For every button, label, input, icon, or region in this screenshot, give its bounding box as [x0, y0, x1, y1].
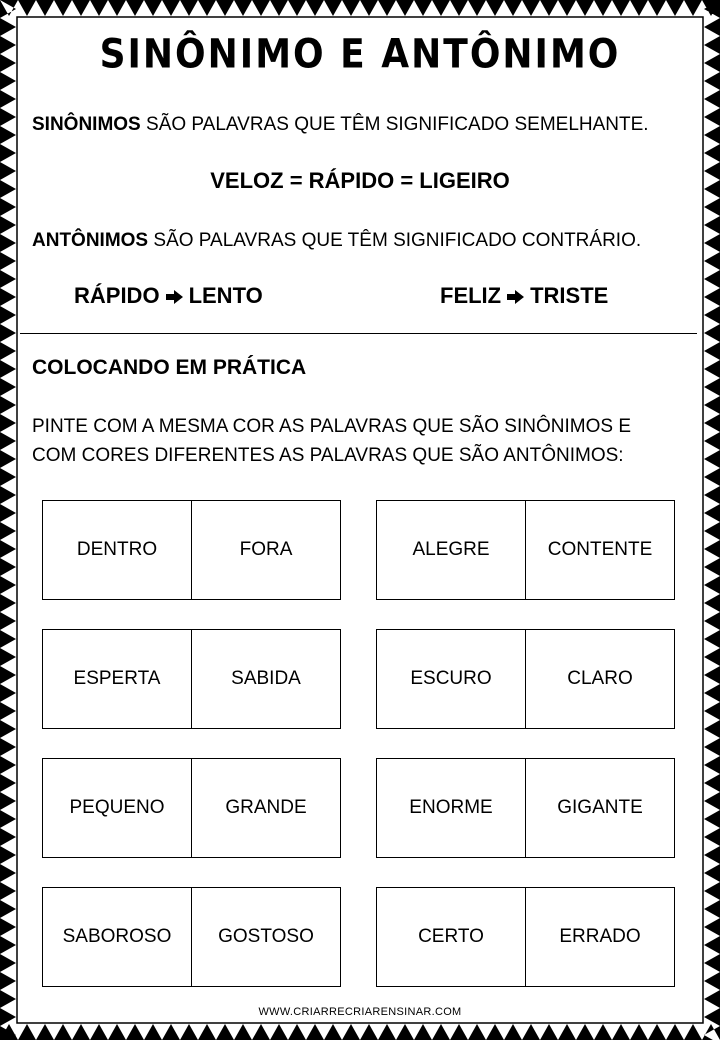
word-cell[interactable]: FORA: [191, 501, 340, 599]
word-cell[interactable]: ESPERTA: [73, 668, 161, 689]
antonym-example-1: [74, 283, 263, 309]
word-cell[interactable]: CERTO: [418, 926, 484, 947]
synonyms-term: SINÔNIMOS: [32, 114, 141, 135]
word-pair-box: [42, 887, 341, 987]
footer-url: WWW.CRIARRECRIARENSINAR.COM: [258, 1006, 462, 1018]
word-cell[interactable]: SABIDA: [191, 630, 340, 728]
word-pair-box: [376, 500, 675, 600]
instruction-line-1: PINTE COM A MESMA COR AS PALAVRAS QUE SÃO SINÔNIMOS E: [32, 416, 631, 437]
word-cell[interactable]: GRANDE: [191, 759, 340, 857]
page-title: SINÔNIMO E ANTÔNIMO: [99, 31, 621, 78]
word-cell[interactable]: GIGANTE: [525, 759, 674, 857]
word-cell[interactable]: ESCURO: [410, 668, 492, 689]
practice-heading: COLOCANDO EM PRÁTICA: [32, 356, 307, 379]
word-pair-box: [42, 500, 341, 600]
right-arrow-icon: [166, 290, 183, 304]
antonym-example-left: FELIZ: [440, 283, 502, 308]
synonyms-example: VELOZ = RÁPIDO = LIGEIRO: [210, 168, 510, 193]
word-pair-box: [376, 887, 675, 987]
antonyms-term: ANTÔNIMOS: [32, 230, 149, 251]
antonym-example-right: TRISTE: [530, 283, 609, 308]
word-cell[interactable]: ERRADO: [525, 888, 674, 986]
antonym-example-right: LENTO: [188, 283, 263, 308]
word-cell[interactable]: ALEGRE: [412, 539, 490, 560]
word-pair-box: [42, 758, 341, 858]
word-pair-box: [376, 629, 675, 729]
word-cell[interactable]: DENTRO: [76, 539, 158, 560]
synonyms-definition: [32, 114, 692, 136]
word-cell[interactable]: CONTENTE: [525, 501, 674, 599]
word-cell[interactable]: CLARO: [525, 630, 674, 728]
word-pair-box: [376, 758, 675, 858]
instruction-line-2: COM CORES DIFERENTES AS PALAVRAS QUE SÃO ANTÔNIMOS:: [32, 445, 624, 466]
word-cell[interactable]: GOSTOSO: [191, 888, 340, 986]
right-arrow-icon: [507, 290, 524, 304]
antonym-example-left: RÁPIDO: [74, 283, 160, 308]
synonyms-text: SÃO PALAVRAS QUE TÊM SIGNIFICADO SEMELHANTE.: [146, 114, 649, 135]
antonyms-definition: [32, 230, 692, 252]
word-cell[interactable]: ENORME: [409, 797, 493, 818]
word-cell[interactable]: SABOROSO: [62, 926, 172, 947]
section-divider: [20, 333, 697, 334]
word-cell[interactable]: PEQUENO: [69, 797, 165, 818]
word-pair-box: [42, 629, 341, 729]
antonyms-text: SÃO PALAVRAS QUE TÊM SIGNIFICADO CONTRÁRIO.: [153, 230, 642, 251]
antonym-example-2: [440, 283, 608, 309]
